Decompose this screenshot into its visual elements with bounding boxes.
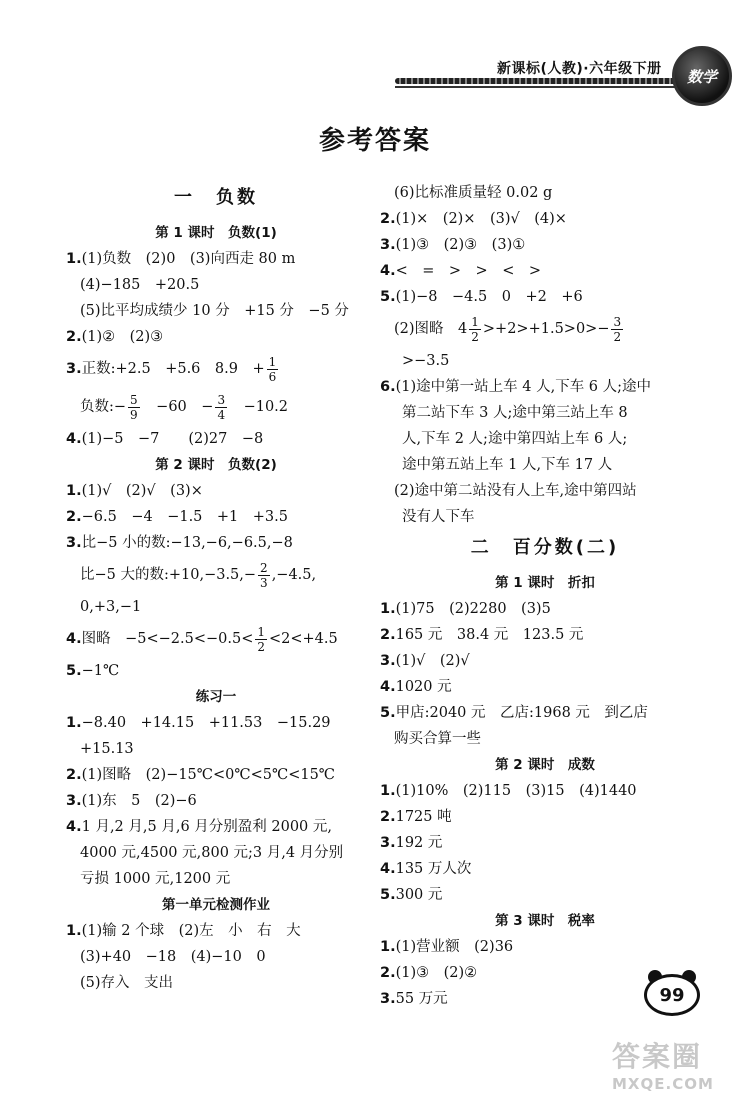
lesson-title: 第 1 课时 负数(1) xyxy=(155,225,277,241)
answer-line xyxy=(66,426,366,452)
item-number: 4. xyxy=(380,679,396,695)
item-number: 5. xyxy=(66,663,82,679)
answer-line xyxy=(380,284,710,310)
answer-line xyxy=(66,814,366,840)
item-number: 2. xyxy=(66,767,82,783)
test-title: 第一单元检测作业 xyxy=(162,897,270,913)
answer-text: 135 万人次 xyxy=(395,861,472,877)
fraction-numerator: 1 xyxy=(257,624,265,639)
item-number: 1. xyxy=(380,783,396,799)
item-number: 1. xyxy=(380,601,396,617)
answer-line xyxy=(66,620,366,658)
lesson-title: 第 2 课时 负数(2) xyxy=(155,457,277,473)
item-number: 3. xyxy=(380,237,396,253)
answer-line: 人,下车 2 人;途中第四站上车 6 人; xyxy=(402,431,628,447)
header-decorative-rule xyxy=(395,78,680,84)
answer-text: 比−5 大的数:+10,−3.5,− xyxy=(80,567,257,583)
page-title: 参考答案 xyxy=(318,126,431,156)
answer-line xyxy=(380,648,710,674)
lesson-title: 第 2 课时 成数 xyxy=(495,757,595,773)
answer-line: 没有人下车 xyxy=(402,509,475,525)
answer-text: 1020 元 xyxy=(395,679,452,695)
answer-line xyxy=(380,374,710,400)
answer-line xyxy=(66,478,366,504)
answer-text: (1)③ (2)② xyxy=(395,965,478,981)
item-number: 1. xyxy=(66,483,82,499)
answer-text: (1)负数 (2)0 (3)向西走 80 m xyxy=(81,251,296,267)
unit-title-1: 一 负数 xyxy=(174,187,258,208)
answer-text: (1)③ (2)③ (3)① xyxy=(395,237,526,253)
answer-text: −1℃ xyxy=(81,663,120,679)
answer-text: <2<+4.5 xyxy=(269,631,338,647)
answer-line: (5)存入 支出 xyxy=(80,975,174,991)
answer-line xyxy=(66,556,366,594)
answer-text: −60 − xyxy=(141,399,214,415)
answer-text: 300 元 xyxy=(395,887,443,903)
answer-line: 途中第五站上车 1 人,下车 17 人 xyxy=(402,457,613,473)
page-number: 99 xyxy=(659,984,685,1006)
answer-text: (1)输 2 个球 (2)左 小 右 大 xyxy=(81,923,301,939)
answer-text: ,−4.5, xyxy=(271,567,317,583)
item-number: 2. xyxy=(380,809,396,825)
answer-line xyxy=(380,310,710,348)
item-number: 2. xyxy=(66,509,82,525)
fraction xyxy=(611,315,623,344)
item-number: 3. xyxy=(66,361,82,377)
fraction-denominator: 2 xyxy=(613,329,622,344)
answer-text: (1)−8 −4.5 0 +2 +6 xyxy=(395,289,583,305)
answer-line xyxy=(380,674,710,700)
answer-line xyxy=(66,530,366,556)
fraction xyxy=(258,561,270,590)
fraction xyxy=(128,393,140,422)
answer-text: (1)② (2)③ xyxy=(81,329,164,345)
answer-line xyxy=(66,658,366,684)
answer-line: (5)比平均成绩少 10 分 +15 分 −5 分 xyxy=(80,303,349,319)
fraction-denominator: 4 xyxy=(217,407,226,422)
fraction-numerator: 3 xyxy=(217,392,226,407)
answer-text: 甲店:2040 元 乙店:1968 元 到乙店 xyxy=(395,705,648,721)
item-number: 4. xyxy=(66,631,82,647)
item-number: 4. xyxy=(380,263,396,279)
page-number-badge xyxy=(640,966,708,1016)
answer-text: (1)75 (2)2280 (3)5 xyxy=(395,601,551,617)
item-number: 3. xyxy=(66,535,82,551)
item-number: 1. xyxy=(66,251,82,267)
answer-line: 4000 元,4500 元,800 元;3 月,4 月分别 xyxy=(80,845,344,861)
watermark-line-1: 答案圈 xyxy=(612,1040,703,1073)
watermark-line-2: MXQE.COM xyxy=(612,1075,714,1093)
answer-text: (1)营业额 (2)36 xyxy=(395,939,514,955)
answer-line xyxy=(66,388,366,426)
answer-text: (1)× (2)× (3)√ (4)× xyxy=(395,211,567,227)
answer-line xyxy=(380,700,710,726)
fraction-denominator: 3 xyxy=(260,575,268,590)
header-underline xyxy=(395,86,680,88)
item-number: 2. xyxy=(380,965,396,981)
item-number: 4. xyxy=(66,819,82,835)
fraction xyxy=(255,625,267,654)
item-number: 2. xyxy=(380,211,396,227)
answer-line xyxy=(380,258,710,284)
answer-text: 165 元 38.4 元 123.5 元 xyxy=(395,627,584,643)
answer-text: (1)图略 (2)−15℃<0℃<5℃<15℃ xyxy=(81,767,336,783)
answer-line xyxy=(380,856,710,882)
answer-line: 0,+3,−1 xyxy=(80,599,142,615)
subject-badge xyxy=(672,46,732,106)
fraction xyxy=(215,393,227,422)
answer-text: (1)√ (2)√ xyxy=(395,653,470,669)
item-number: 5. xyxy=(380,887,396,903)
item-number: 3. xyxy=(66,793,82,809)
answer-line: 亏损 1000 元,1200 元 xyxy=(80,871,231,887)
item-number: 2. xyxy=(380,627,396,643)
item-number: 2. xyxy=(66,329,82,345)
answer-line: (4)−185 +20.5 xyxy=(80,277,200,293)
answer-text: (2)图略 4 xyxy=(394,321,468,337)
answer-line xyxy=(66,350,366,388)
fraction-numerator: 1 xyxy=(268,354,277,369)
item-number: 3. xyxy=(380,653,396,669)
answer-line xyxy=(380,206,710,232)
watermark xyxy=(612,1035,742,1093)
fraction-denominator: 6 xyxy=(268,369,277,384)
item-number: 3. xyxy=(380,991,396,1007)
unit-title-2: 二 百分数(二) xyxy=(470,537,620,558)
answer-line: (2)途中第二站没有人上车,途中第四站 xyxy=(394,483,637,499)
answer-text: 正数:+2.5 +5.6 8.9 + xyxy=(81,361,265,377)
answer-text: (1)√ (2)√ (3)× xyxy=(81,483,203,499)
answer-line: (6)比标准质量轻 0.02 g xyxy=(394,185,553,201)
fraction xyxy=(267,355,279,384)
answer-line xyxy=(66,762,366,788)
answer-line xyxy=(380,232,710,258)
item-number: 4. xyxy=(66,431,82,447)
answer-text: (1)途中第一站上车 4 人,下车 6 人;途中 xyxy=(395,379,652,395)
answer-text: < = > > < > xyxy=(395,263,542,279)
item-number: 4. xyxy=(380,861,396,877)
answer-line xyxy=(66,918,366,944)
answer-text: 55 万元 xyxy=(395,991,448,1007)
answer-line: (3)+40 −18 (4)−10 0 xyxy=(80,949,266,965)
answer-line xyxy=(380,622,710,648)
fraction-denominator: 9 xyxy=(130,407,138,422)
answer-line xyxy=(66,324,366,350)
answer-text: (1)10% (2)115 (3)15 (4)1440 xyxy=(395,783,637,799)
item-number: 6. xyxy=(380,379,396,395)
lesson-title: 第 1 课时 折扣 xyxy=(495,575,595,591)
fraction-numerator: 1 xyxy=(471,314,479,329)
right-column xyxy=(380,180,710,1012)
item-number: 5. xyxy=(380,289,396,305)
answer-line xyxy=(380,882,710,908)
answer-line xyxy=(380,830,710,856)
answer-text: 192 元 xyxy=(395,835,443,851)
answer-line xyxy=(66,788,366,814)
answer-line xyxy=(66,246,366,272)
answer-text: (1)−5 −7 (2)27 −8 xyxy=(81,431,264,447)
answer-text: (1)东 5 (2)−6 xyxy=(81,793,197,809)
fraction-denominator: 2 xyxy=(471,329,479,344)
fraction-numerator: 5 xyxy=(130,392,138,407)
answer-line xyxy=(380,596,710,622)
answer-line: >−3.5 xyxy=(402,353,450,369)
left-column xyxy=(66,180,366,996)
answer-line: +15.13 xyxy=(80,741,134,757)
fraction-numerator: 3 xyxy=(613,314,622,329)
answer-line xyxy=(380,804,710,830)
item-number: 1. xyxy=(66,923,82,939)
answer-line xyxy=(380,934,710,960)
practice-title: 练习一 xyxy=(195,689,237,705)
answer-text: 1725 吨 xyxy=(395,809,452,825)
answer-text: −6.5 −4 −1.5 +1 +3.5 xyxy=(81,509,288,525)
mascot-face-icon xyxy=(644,974,700,1016)
answer-text: 图略 −5<−2.5<−0.5< xyxy=(81,631,254,647)
item-number: 5. xyxy=(380,705,396,721)
item-number: 1. xyxy=(66,715,82,731)
answer-text: >+2>+1.5>0>− xyxy=(482,321,610,337)
item-number: 1. xyxy=(380,939,396,955)
answer-text: −8.40 +14.15 +11.53 −15.29 xyxy=(81,715,331,731)
answer-text: −10.2 xyxy=(229,399,289,415)
answer-line xyxy=(66,710,366,736)
answer-line xyxy=(66,504,366,530)
lesson-title: 第 3 课时 税率 xyxy=(495,913,595,929)
subject-badge-label: 数学 xyxy=(686,67,717,86)
answer-line: 购买合算一些 xyxy=(394,731,481,747)
fraction xyxy=(469,315,481,344)
fraction-denominator: 2 xyxy=(257,639,265,654)
item-number: 3. xyxy=(380,835,396,851)
answer-line xyxy=(380,778,710,804)
answer-text: 比−5 小的数:−13,−6,−6.5,−8 xyxy=(81,535,293,551)
answer-text: 1 月,2 月,5 月,6 月分别盈利 2000 元, xyxy=(81,819,333,835)
answer-line: 第二站下车 3 人;途中第三站上车 8 xyxy=(402,405,628,421)
answer-text: 负数:− xyxy=(80,399,127,415)
fraction-numerator: 2 xyxy=(260,560,268,575)
header-book-info: 新课标(人教)·六年级下册 xyxy=(497,61,662,77)
